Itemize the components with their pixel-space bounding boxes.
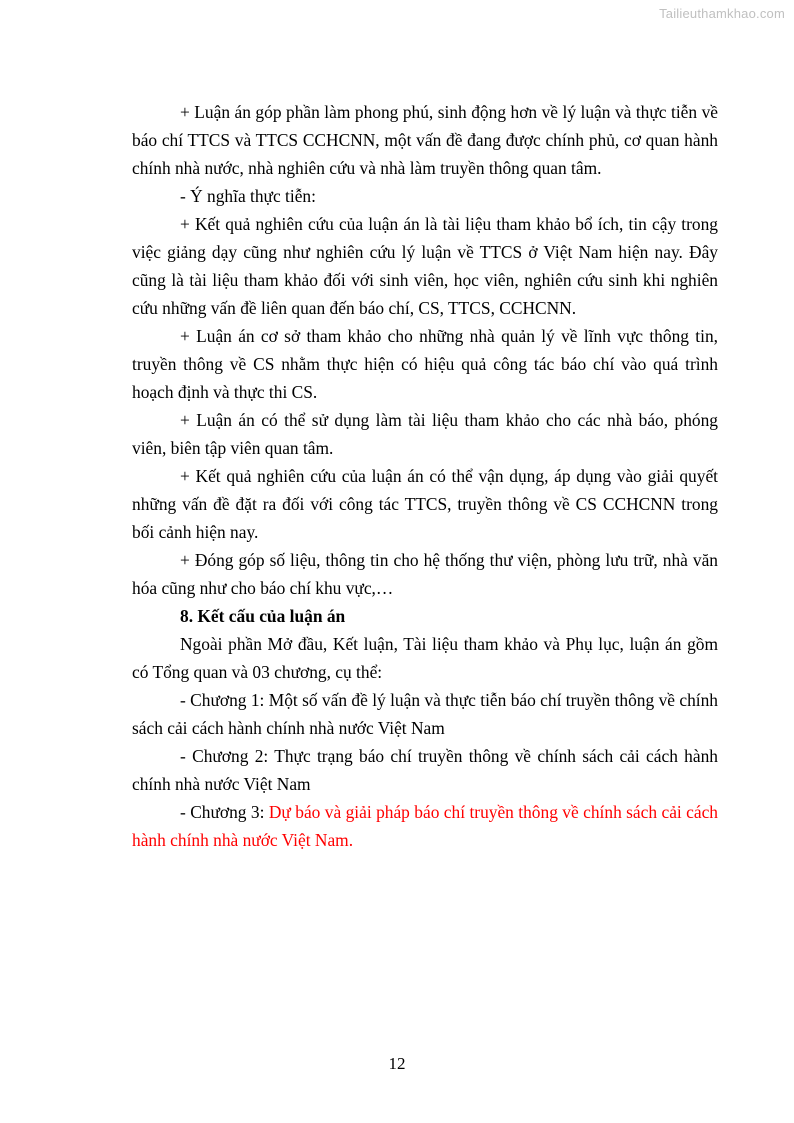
paragraph-journalists-reference: + Luận án có thể sử dụng làm tài liệu tham khảo cho các nhà báo, phóng viên, biên tập viên quan tâm. [132, 410, 718, 458]
document-body [132, 98, 718, 854]
chapter-3-prefix: - Chương 3: [180, 802, 269, 822]
watermark: Tailieuthamkhao.com [659, 6, 785, 21]
section-heading-structure: 8. Kết cấu của luận án [180, 606, 346, 626]
paragraph-practical-significance-label: - Ý nghĩa thực tiễn: [180, 186, 316, 206]
paragraph-chapter-1: - Chương 1: Một số vấn đề lý luận và thực tiễn báo chí truyền thông về chính sách cải cách hành chính nhà nước Việt Nam [132, 690, 718, 738]
paragraph-contribution-theory: + Luận án góp phần làm phong phú, sinh động hơn về lý luận và thực tiễn về báo chí TTCS và TTCS CCHCNN, một vấn đề đang được chính phủ, cơ quan hành chính nhà nước, nhà nghiên cứu và nhà làm truyền thông quan tâm. [132, 102, 718, 178]
page-number: 12 [388, 1054, 406, 1073]
paragraph-chapter-2: - Chương 2: Thực trạng báo chí truyền thông về chính sách cải cách hành chính nhà nước Việt Nam [132, 746, 718, 794]
chapter-3-title: Dự báo và giải pháp báo chí truyền thông về chính sách cải cách hành chính nhà nước Việt Nam. [132, 802, 718, 850]
paragraph-managers-reference: + Luận án cơ sở tham khảo cho những nhà quản lý về lĩnh vực thông tin, truyền thông về CS nhằm thực hiện có hiệu quả công tác báo chí vào quá trình hoạch định và thực thi CS. [132, 326, 718, 402]
paragraph-reference-value: + Kết quả nghiên cứu của luận án là tài liệu tham khảo bổ ích, tin cậy trong việc giảng dạy cũng như nghiên cứu lý luận về TTCS ở Việt Nam hiện nay. Đây cũng là tài liệu tham khảo đối với sinh viên, học viên, nghiên cứu sinh khi nghiên cứu những vấn đề liên quan đến báo chí, CS, TTCS, CCHCNN. [132, 214, 718, 318]
paragraph-data-contribution: + Đóng góp số liệu, thông tin cho hệ thống thư viện, phòng lưu trữ, nhà văn hóa cũng như cho báo chí khu vực,… [132, 550, 718, 598]
paragraph-structure-overview: Ngoài phần Mở đầu, Kết luận, Tài liệu tham khảo và Phụ lục, luận án gồm có Tổng quan và 03 chương, cụ thể: [132, 634, 718, 682]
paragraph-application: + Kết quả nghiên cứu của luận án có thể vận dụng, áp dụng vào giải quyết những vấn đề đặt ra đối với công tác TTCS, truyền thông về CS CCHCNN trong bối cảnh hiện nay. [132, 466, 718, 542]
paragraph-chapter-3 [132, 798, 718, 854]
